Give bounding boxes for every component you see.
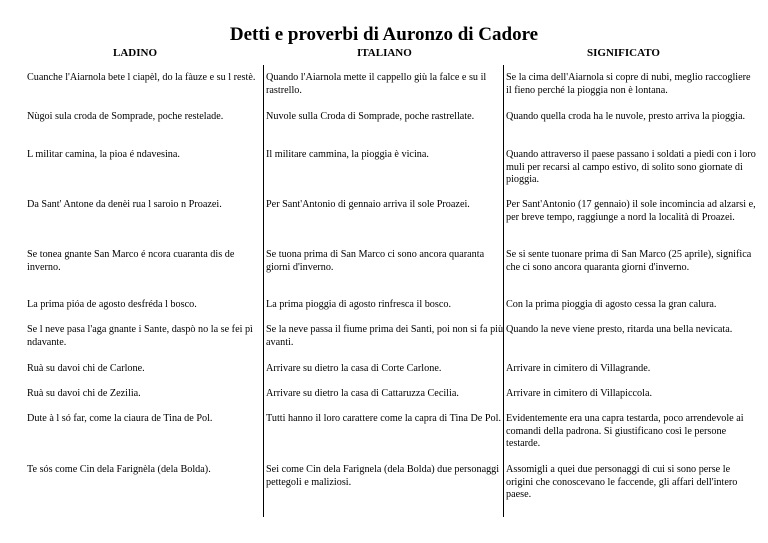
cell-italiano-2: Nuvole sulla Croda di Somprade, poche rastrellate. bbox=[266, 111, 475, 122]
cell-ladino-3: L milìtar camina, la pioa é ndavesina. bbox=[27, 149, 180, 160]
cell-significato-3: Quando attraverso il paese passano i soldati a piedi con i loro muli per recarsi al campo estivo, di solito sono giornate di pioggia. bbox=[506, 149, 756, 185]
cell-italiano-1: Quando l'Aiarnola mette il cappello giù la falce e su il rastrello. bbox=[266, 72, 487, 96]
column-divider-2 bbox=[503, 65, 504, 517]
cell-significato-10: Evidentemente era una capra testarda, poco arrendevole ai comandi della padrona. Si giustificano così le persone testarde. bbox=[506, 413, 744, 449]
cell-italiano-8: Arrivare su dietro la casa di Corte Carlone. bbox=[266, 363, 442, 374]
cell-significato-2: Quando quella croda ha le nuvole, presto arriva la pioggia. bbox=[506, 111, 746, 122]
cell-italiano-9: Arrivare su dietro la casa di Cattaruzza Cecilia. bbox=[266, 388, 459, 399]
cell-ladino-5: Se tonea gnante San Marco é ncora cuaranta dis de inverno. bbox=[27, 249, 235, 273]
page-title: Detti e proverbi di Auronzo di Cadore bbox=[229, 24, 539, 45]
cell-italiano-11: Sei come Cin dela Farignela (dela Bolda) due personaggi pettegoli e maliziosi. bbox=[266, 464, 500, 488]
cell-ladino-11: Te sós come Cin dela Farignèla (dela Bolda). bbox=[27, 464, 211, 475]
cell-ladino-1: Cuanche l'Aiarnola bete l ciapèl, do la fàuze e su l restè. bbox=[27, 72, 256, 83]
cell-significato-1: Se la cima dell'Aiarnola si copre di nubi, meglio raccogliere il fieno perché la pioggia non è lontana. bbox=[506, 72, 751, 96]
header-italiano: ITALIANO bbox=[357, 47, 412, 59]
cell-significato-6: Con la prima pioggia di agosto cessa la gran calura. bbox=[506, 299, 717, 310]
column-divider-1 bbox=[263, 65, 264, 517]
cell-ladino-9: Ruà su davoi chi de Zezilia. bbox=[27, 388, 141, 399]
cell-ladino-2: Nùgoi sula croda de Somprade, poche restelade. bbox=[27, 111, 224, 122]
cell-significato-4: Per Sant'Antonio (17 gennaio) il sole incomincia ad alzarsi e, per breve tempo, raggiunge a nord la località di Proazei. bbox=[506, 199, 756, 223]
cell-significato-11: Assomigli a quei due personaggi di cui si sono perse le origini che conoscevano le faccende, gli affari dell'intero paese. bbox=[506, 464, 738, 500]
cell-ladino-6: La prima pióa de agosto desfréda l bosco. bbox=[27, 299, 197, 310]
cell-italiano-10: Tutti hanno il loro carattere come la capra di Tina De Pol. bbox=[266, 413, 502, 424]
cell-significato-7: Quando la neve viene presto, ritarda una bella nevicata. bbox=[506, 324, 733, 335]
cell-significato-5: Se si sente tuonare prima di San Marco (25 aprile), significa che ci sono ancora quaranta giorni d'inverno. bbox=[506, 249, 752, 273]
cell-significato-9: Arrivare in cimitero di Villapiccola. bbox=[506, 388, 653, 399]
cell-ladino-8: Ruà su davoi chi de Carlone. bbox=[27, 363, 145, 374]
cell-italiano-7: Se la neve passa il fiume prima dei Santi, poi non si fa più avanti. bbox=[266, 324, 504, 348]
cell-ladino-10: Dute à l só far, come la ciaura de Tina de Pol. bbox=[27, 413, 213, 424]
header-significato: SIGNIFICATO bbox=[587, 47, 660, 59]
cell-ladino-4: Da Sant' Antone da denèi rua l saroio n Proazei. bbox=[27, 199, 222, 210]
cell-italiano-5: Se tuona prima di San Marco ci sono ancora quaranta giorni d'inverno. bbox=[266, 249, 485, 273]
cell-italiano-6: La prima pioggia di agosto rinfresca il bosco. bbox=[266, 299, 452, 310]
cell-ladino-7: Se l neve pasa l'aga gnante i Sante, daspò no la se fei pì ndavante. bbox=[27, 324, 253, 348]
header-ladino: LADINO bbox=[113, 47, 158, 59]
cell-significato-8: Arrivare in cimitero di Villagrande. bbox=[506, 363, 651, 374]
cell-italiano-4: Per Sant'Antonio di gennaio arriva il sole Proazei. bbox=[266, 199, 470, 210]
cell-italiano-3: Il militare cammina, la pioggia è vicina. bbox=[266, 149, 429, 160]
